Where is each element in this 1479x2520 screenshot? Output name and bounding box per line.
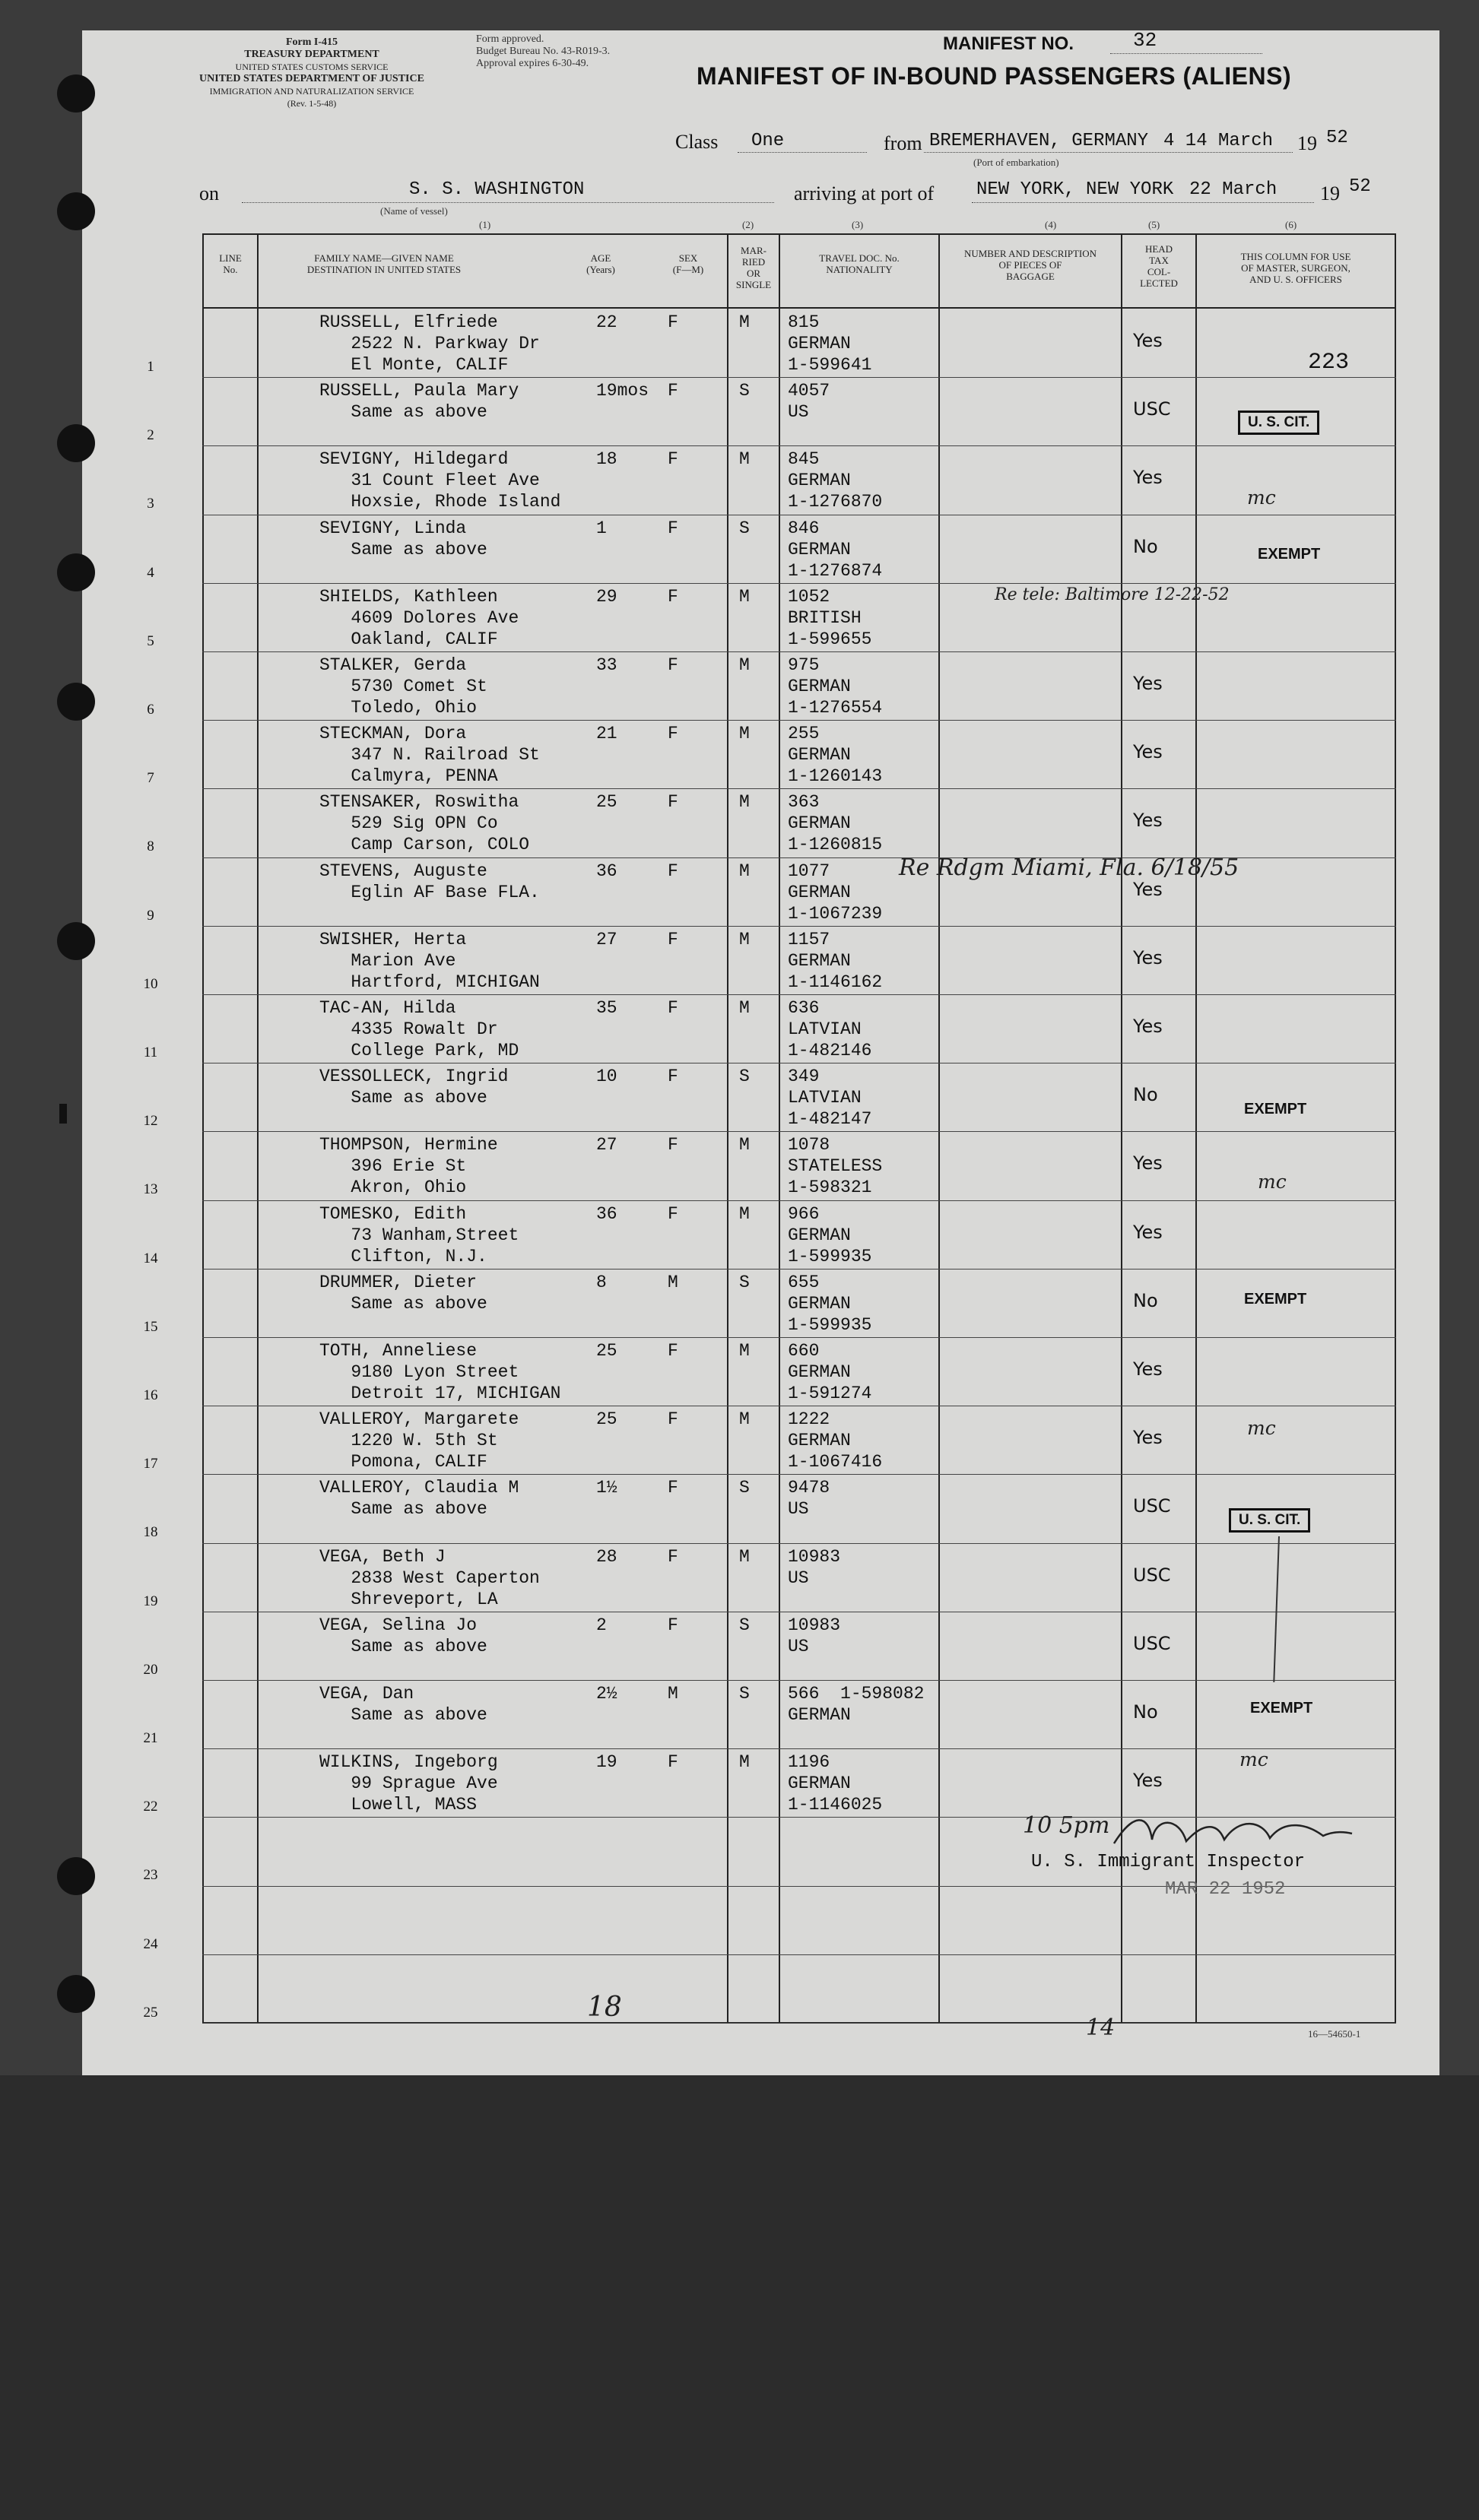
row-separator (202, 926, 1396, 927)
cell-ms: M (739, 1546, 750, 1567)
cell-age: 25 (596, 1409, 617, 1430)
retele-annotation: Re tele: Baltimore 12-22-52 (995, 585, 1230, 604)
cell-sex: F (668, 1135, 678, 1155)
cell-ms: S (739, 518, 750, 538)
cell-doc: 1077 GERMAN 1-1067239 (788, 861, 883, 924)
line-number: 22 (143, 1799, 158, 1815)
cell-doc: 255 GERMAN 1-1260143 (788, 724, 883, 787)
manifest-number-underline (1110, 53, 1262, 54)
cell-doc: 1052 BRITISH 1-599655 (788, 586, 872, 649)
cell-age: 25 (596, 1341, 617, 1361)
cell-tax: Yes (1133, 946, 1163, 968)
cell-tax: Yes (1133, 330, 1163, 351)
cell-sex: F (668, 861, 678, 881)
cell-ms: S (739, 1478, 750, 1498)
cell-ms: M (739, 655, 750, 675)
cell-ms: M (739, 998, 750, 1018)
cell-age: 29 (596, 586, 617, 607)
header-bottom-border (202, 307, 1396, 309)
cell-name: STENSAKER, Roswitha 529 Sig OPN Co Camp Carson, COLO (319, 792, 530, 855)
arrival-underline (972, 202, 1314, 203)
cell-tax: Yes (1133, 1152, 1163, 1174)
cell-name: TAC-AN, Hilda 4335 Rowalt Dr College Park, MD (319, 998, 519, 1060)
cell-tax: USC (1133, 1564, 1171, 1586)
cell-ms: M (739, 929, 750, 949)
from-label: from (884, 132, 922, 154)
cell-doc: 846 GERMAN 1-1276874 (788, 518, 883, 581)
line-number: 2 (147, 427, 154, 444)
cell-tax: Yes (1133, 810, 1163, 832)
punch-hole (57, 1857, 95, 1895)
cell-age: 10 (596, 1067, 617, 1087)
cell-tax: USC (1133, 398, 1171, 420)
us-citizen-stamp: U. S. CIT. (1238, 410, 1319, 435)
exempt-stamp: EXEMPT (1244, 1101, 1307, 1117)
cell-sex: F (668, 792, 678, 813)
cell-sex: F (668, 929, 678, 949)
inspector-initials: mc (1247, 1417, 1276, 1439)
row-separator (202, 720, 1396, 721)
vessel-name: S. S. WASHINGTON (409, 179, 585, 200)
line-number: 24 (143, 1935, 158, 1952)
row-separator (202, 1131, 1396, 1132)
cell-sex: M (668, 1272, 678, 1292)
cell-name: STECKMAN, Dora 347 N. Railroad St Calmyra, PENNA (319, 724, 540, 787)
cell-name: THOMPSON, Hermine 396 Erie St Akron, Ohio (319, 1135, 498, 1198)
cell-name: TOMESKO, Edith 73 Wanham,Street Clifton, N.J. (319, 1203, 519, 1266)
inspector-label: U. S. Immigrant Inspector (1031, 1852, 1306, 1872)
approval-line: Form approved. (476, 33, 544, 45)
cell-sex: F (668, 381, 678, 401)
scanner-background (0, 2075, 1479, 2520)
manifest-page (82, 30, 1439, 2075)
cell-doc: 349 LATVIAN 1-482147 (788, 1067, 872, 1130)
cell-name: SHIELDS, Kathleen 4609 Dolores Ave Oakland, CALIF (319, 586, 519, 649)
col-header-married: MAR- RIED OR SINGLE (735, 245, 772, 290)
cell-ms: M (739, 861, 750, 881)
embarkation-year-prefix: 19 (1297, 132, 1317, 154)
cell-doc: 363 GERMAN 1-1260815 (788, 792, 883, 855)
inspector-initials: mc (1258, 1171, 1287, 1193)
cell-doc: 1078 STATELESS 1-598321 (788, 1135, 883, 1198)
punch-hole (57, 74, 95, 113)
cell-sex: F (668, 1203, 678, 1224)
cell-age: 21 (596, 724, 617, 744)
column-divider (202, 233, 204, 2024)
cell-age: 36 (596, 1203, 617, 1224)
line-number: 23 (143, 1867, 158, 1884)
cell-doc: 9478 US (788, 1478, 830, 1520)
cell-tax: No (1133, 1289, 1158, 1311)
row-separator (202, 994, 1396, 995)
regm-annotation: Re Rdgm Miami, Fla. 6/18/55 (899, 854, 1239, 881)
line-number: 20 (143, 1661, 158, 1678)
cell-tax: No (1133, 1701, 1158, 1723)
cell-age: 27 (596, 929, 617, 949)
cell-name: SEVIGNY, Hildegard 31 Count Fleet Ave Hoxsie, Rhode Island (319, 449, 561, 512)
arriving-label: arriving at port of (794, 182, 935, 204)
arrival-date: 22 March (1189, 179, 1277, 200)
cell-doc: 975 GERMAN 1-1276554 (788, 655, 883, 718)
cell-sex: F (668, 655, 678, 675)
line-number: 4 (147, 564, 154, 581)
punch-hole (57, 424, 95, 462)
cell-ms: S (739, 1067, 750, 1087)
cell-name: STEVENS, Auguste Eglin AF Base FLA. (319, 861, 540, 902)
cell-ms: S (739, 1615, 750, 1635)
column-divider (779, 233, 780, 2024)
line-number: 6 (147, 702, 154, 718)
punch-hole (57, 683, 95, 721)
row-separator (202, 445, 1396, 446)
cell-doc: 1222 GERMAN 1-1067416 (788, 1409, 883, 1472)
punch-hole (57, 553, 95, 591)
cell-age: 25 (596, 792, 617, 813)
column-number-5: (5) (1148, 219, 1160, 230)
cell-doc: 636 LATVIAN 1-482146 (788, 998, 872, 1060)
class-value: One (751, 131, 785, 151)
cell-age: 19mos (596, 381, 649, 401)
cell-age: 1 (596, 518, 607, 538)
cell-name: RUSSELL, Paula Mary Same as above (319, 381, 519, 423)
cell-tax: Yes (1133, 1358, 1163, 1380)
cell-age: 2 (596, 1615, 607, 1635)
exempt-stamp: EXEMPT (1258, 546, 1321, 563)
column-number-3: (3) (852, 219, 864, 230)
cell-age: 35 (596, 998, 617, 1018)
cell-ms: M (739, 1409, 750, 1430)
cell-tax: Yes (1133, 1016, 1163, 1037)
cell-tax: Yes (1133, 878, 1163, 900)
cell-doc: 815 GERMAN 1-599641 (788, 312, 872, 375)
cell-sex: F (668, 1409, 678, 1430)
cell-ms: M (739, 724, 750, 744)
line-number: 7 (147, 770, 154, 787)
cell-ms: S (739, 1272, 750, 1292)
col-header-officers: THIS COLUMN FOR USE OF MASTER, SURGEON, AND U. S. OFFICERS (1240, 251, 1351, 285)
cell-name: TOTH, Anneliese 9180 Lyon Street Detroit 17, MICHIGAN (319, 1341, 561, 1403)
col-header-age: AGE (Years) (586, 252, 615, 275)
row-separator (202, 1200, 1396, 1201)
line-number: 13 (143, 1181, 158, 1198)
form-number: Form I-415 (285, 36, 338, 48)
row-separator (202, 583, 1396, 584)
cell-name: VALLEROY, Margarete 1220 W. 5th St Pomona, CALIF (319, 1409, 519, 1472)
column-divider (727, 233, 728, 2024)
line-number: 14 (143, 1250, 158, 1266)
arrival-port: NEW YORK, NEW YORK (976, 179, 1174, 200)
line-number: 1 (147, 359, 154, 375)
cell-name: VEGA, Selina Jo Same as above (319, 1615, 487, 1656)
cell-sex: F (668, 1067, 678, 1087)
cell-tax: Yes (1133, 1770, 1163, 1792)
cell-sex: F (668, 518, 678, 538)
column-divider (1121, 233, 1122, 2024)
ins-service: IMMIGRATION AND NATURALIZATION SERVICE (209, 86, 414, 97)
cell-name: DRUMMER, Dieter Same as above (319, 1272, 487, 1314)
column-divider (938, 233, 940, 2024)
handwritten-count: 18 (587, 1992, 622, 2023)
cell-doc: 966 GERMAN 1-599935 (788, 1203, 872, 1266)
cell-doc: 1196 GERMAN 1-1146025 (788, 1752, 883, 1815)
line-number: 15 (143, 1318, 158, 1335)
cell-age: 33 (596, 655, 617, 675)
budget-bureau-line: Budget Bureau No. 43-R019-3. (476, 46, 611, 57)
vessel-underline (242, 202, 774, 203)
manifest-number: 32 (1133, 29, 1157, 52)
cell-age: 36 (596, 861, 617, 881)
handwritten-time: 10 5pm (1023, 1812, 1110, 1839)
line-number: 10 (143, 975, 158, 992)
embarkation-underline (924, 152, 1293, 153)
customs-service: UNITED STATES CUSTOMS SERVICE (235, 62, 389, 72)
cell-sex: F (668, 1546, 678, 1567)
col-header-travel-doc: TRAVEL DOC. No. NATIONALITY (819, 252, 900, 275)
cell-name: STALKER, Gerda 5730 Comet St Toledo, Ohio (319, 655, 487, 718)
column-divider (1195, 233, 1197, 2024)
row-separator (202, 1954, 1396, 1955)
inspector-signature (1110, 1809, 1354, 1855)
cell-name: VALLEROY, Claudia M Same as above (319, 1478, 519, 1520)
cell-name: RUSSELL, Elfriede 2522 N. Parkway Dr El Monte, CALIF (319, 312, 540, 375)
treasury-dept: TREASURY DEPARTMENT (244, 49, 379, 60)
justice-dept: UNITED STATES DEPARTMENT OF JUSTICE (199, 73, 424, 84)
cell-doc: 566 1-598082 GERMAN (788, 1684, 925, 1725)
row-separator (202, 1748, 1396, 1749)
row-separator (202, 377, 1396, 378)
exempt-stamp: EXEMPT (1250, 1700, 1313, 1716)
exempt-stamp: EXEMPT (1244, 1291, 1307, 1308)
agency-block (198, 36, 426, 109)
line-number: 17 (143, 1456, 158, 1472)
cell-tax: No (1133, 1084, 1158, 1106)
cell-name: WILKINS, Ingeborg 99 Sprague Ave Lowell, MASS (319, 1752, 498, 1815)
col-header-head-tax: HEAD TAX COL- LECTED (1140, 243, 1178, 289)
line-number: 11 (143, 1044, 158, 1060)
row-separator (202, 788, 1396, 789)
column-number-6: (6) (1285, 219, 1297, 230)
table-top-border (202, 233, 1396, 235)
cell-name: SWISHER, Herta Marion Ave Hartford, MICHIGAN (319, 929, 540, 992)
embarkation-year: 52 (1326, 128, 1348, 148)
class-underline (738, 152, 867, 153)
arrival-year: 52 (1349, 176, 1371, 197)
cell-tax: Yes (1133, 1427, 1163, 1449)
line-number: 16 (143, 1387, 158, 1403)
cell-age: 22 (596, 312, 617, 332)
cell-name: SEVIGNY, Linda Same as above (319, 518, 487, 559)
cell-ms: M (739, 586, 750, 607)
cell-ms: S (739, 1684, 750, 1704)
cell-sex: F (668, 449, 678, 470)
handwritten-count: 14 (1086, 2014, 1116, 2041)
col-header-name: FAMILY NAME—GIVEN NAME DESTINATION IN UNITED STATES (306, 252, 462, 275)
date-stamp: MAR 22 1952 (1165, 1879, 1286, 1900)
cell-doc: 660 GERMAN 1-591274 (788, 1341, 872, 1403)
cell-name: VEGA, Dan Same as above (319, 1684, 487, 1725)
cell-sex: F (668, 1752, 678, 1773)
cell-age: 2½ (596, 1684, 617, 1704)
cell-doc: 4057 US (788, 381, 830, 423)
col-header-line: LINE No. (219, 252, 242, 275)
column-divider (1395, 233, 1396, 2024)
punch-hole (57, 1975, 95, 2013)
punch-hole (57, 192, 95, 230)
cell-age: 1½ (596, 1478, 617, 1498)
cell-ms: S (739, 381, 750, 401)
cell-ms: M (739, 1135, 750, 1155)
cell-tax: Yes (1133, 467, 1163, 489)
cell-sex: M (668, 1684, 678, 1704)
column-number-1: (1) (479, 219, 491, 230)
cell-ms: M (739, 312, 750, 332)
col-header-baggage: NUMBER AND DESCRIPTION OF PIECES OF BAGGAGE (963, 248, 1097, 282)
cell-sex: F (668, 586, 678, 607)
revision-date: (Rev. 1-5-48) (287, 98, 337, 109)
cell-doc: 10983 US (788, 1546, 841, 1588)
cell-tax: Yes (1133, 1221, 1163, 1243)
cell-ms: M (739, 449, 750, 470)
cell-age: 18 (596, 449, 617, 470)
line-number: 8 (147, 838, 154, 855)
line-number: 19 (143, 1593, 158, 1609)
cell-age: 19 (596, 1752, 617, 1773)
row-separator (202, 1543, 1396, 1544)
cell-ms: M (739, 1203, 750, 1224)
on-label: on (199, 182, 219, 204)
line-number: 9 (147, 907, 154, 924)
cell-doc: 845 GERMAN 1-1276870 (788, 449, 883, 512)
cell-doc: 10983 US (788, 1615, 841, 1656)
row-separator (202, 651, 1396, 652)
line-number: 3 (147, 496, 154, 512)
col-header-sex: SEX (F—M) (672, 252, 704, 275)
line-number: 21 (143, 1730, 158, 1746)
cell-doc: 655 GERMAN 1-599935 (788, 1272, 872, 1335)
cell-sex: F (668, 312, 678, 332)
approval-expiry-line: Approval expires 6-30-49. (476, 58, 589, 69)
cell-name: VESSOLLECK, Ingrid Same as above (319, 1067, 509, 1108)
row-separator (202, 1474, 1396, 1475)
cell-sex: F (668, 1478, 678, 1498)
cell-tax: USC (1133, 1632, 1171, 1654)
column-divider (257, 233, 259, 2024)
manifest-number-label: MANIFEST NO. (943, 33, 1074, 54)
line-number: 25 (143, 2004, 158, 2021)
inspector-initials: mc (1247, 487, 1276, 509)
us-citizen-stamp: U. S. CIT. (1229, 1508, 1310, 1533)
cell-name: VEGA, Beth J 2838 West Caperton Shreveport, LA (319, 1546, 540, 1609)
cell-ms: M (739, 792, 750, 813)
row-separator (202, 2023, 1396, 2024)
row-separator (202, 1680, 1396, 1681)
cell-tax: Yes (1133, 673, 1163, 694)
cell-ms: M (739, 1341, 750, 1361)
vessel-caption: (Name of vessel) (380, 205, 448, 217)
line-number: 5 (147, 632, 154, 649)
cell-ms: M (739, 1752, 750, 1773)
column-number-2: (2) (742, 219, 754, 230)
cell-doc: 1157 GERMAN 1-1146162 (788, 929, 883, 992)
cell-sex: F (668, 1341, 678, 1361)
row-separator (202, 1337, 1396, 1338)
cell-age: 8 (596, 1272, 607, 1292)
embarkation-date: 4 14 March (1163, 131, 1274, 151)
binder-mark (59, 1104, 67, 1124)
line-number: 12 (143, 1113, 158, 1130)
row-separator (202, 1269, 1396, 1270)
page-title: MANIFEST OF IN-BOUND PASSENGERS (ALIENS) (697, 62, 1292, 90)
inspector-initials: mc (1239, 1748, 1268, 1770)
cell-tax: No (1133, 535, 1158, 557)
line-number: 18 (143, 1524, 158, 1541)
class-label: Class (675, 131, 719, 153)
cell-tax: USC (1133, 1495, 1171, 1517)
port-embarkation-caption: (Port of embarkation) (973, 157, 1059, 168)
form-code: 16—54650-1 (1308, 2028, 1361, 2040)
embarkation-port: BREMERHAVEN, GERMANY (929, 131, 1149, 151)
cell-sex: F (668, 724, 678, 744)
approval-block (476, 33, 610, 70)
handwritten-number: 223 (1308, 350, 1350, 376)
cell-tax: Yes (1133, 741, 1163, 763)
column-number-4: (4) (1045, 219, 1057, 230)
cell-age: 28 (596, 1546, 617, 1567)
arrival-year-prefix: 19 (1320, 182, 1340, 204)
punch-hole (57, 922, 95, 960)
cell-sex: F (668, 998, 678, 1018)
cell-age: 27 (596, 1135, 617, 1155)
cell-sex: F (668, 1615, 678, 1635)
